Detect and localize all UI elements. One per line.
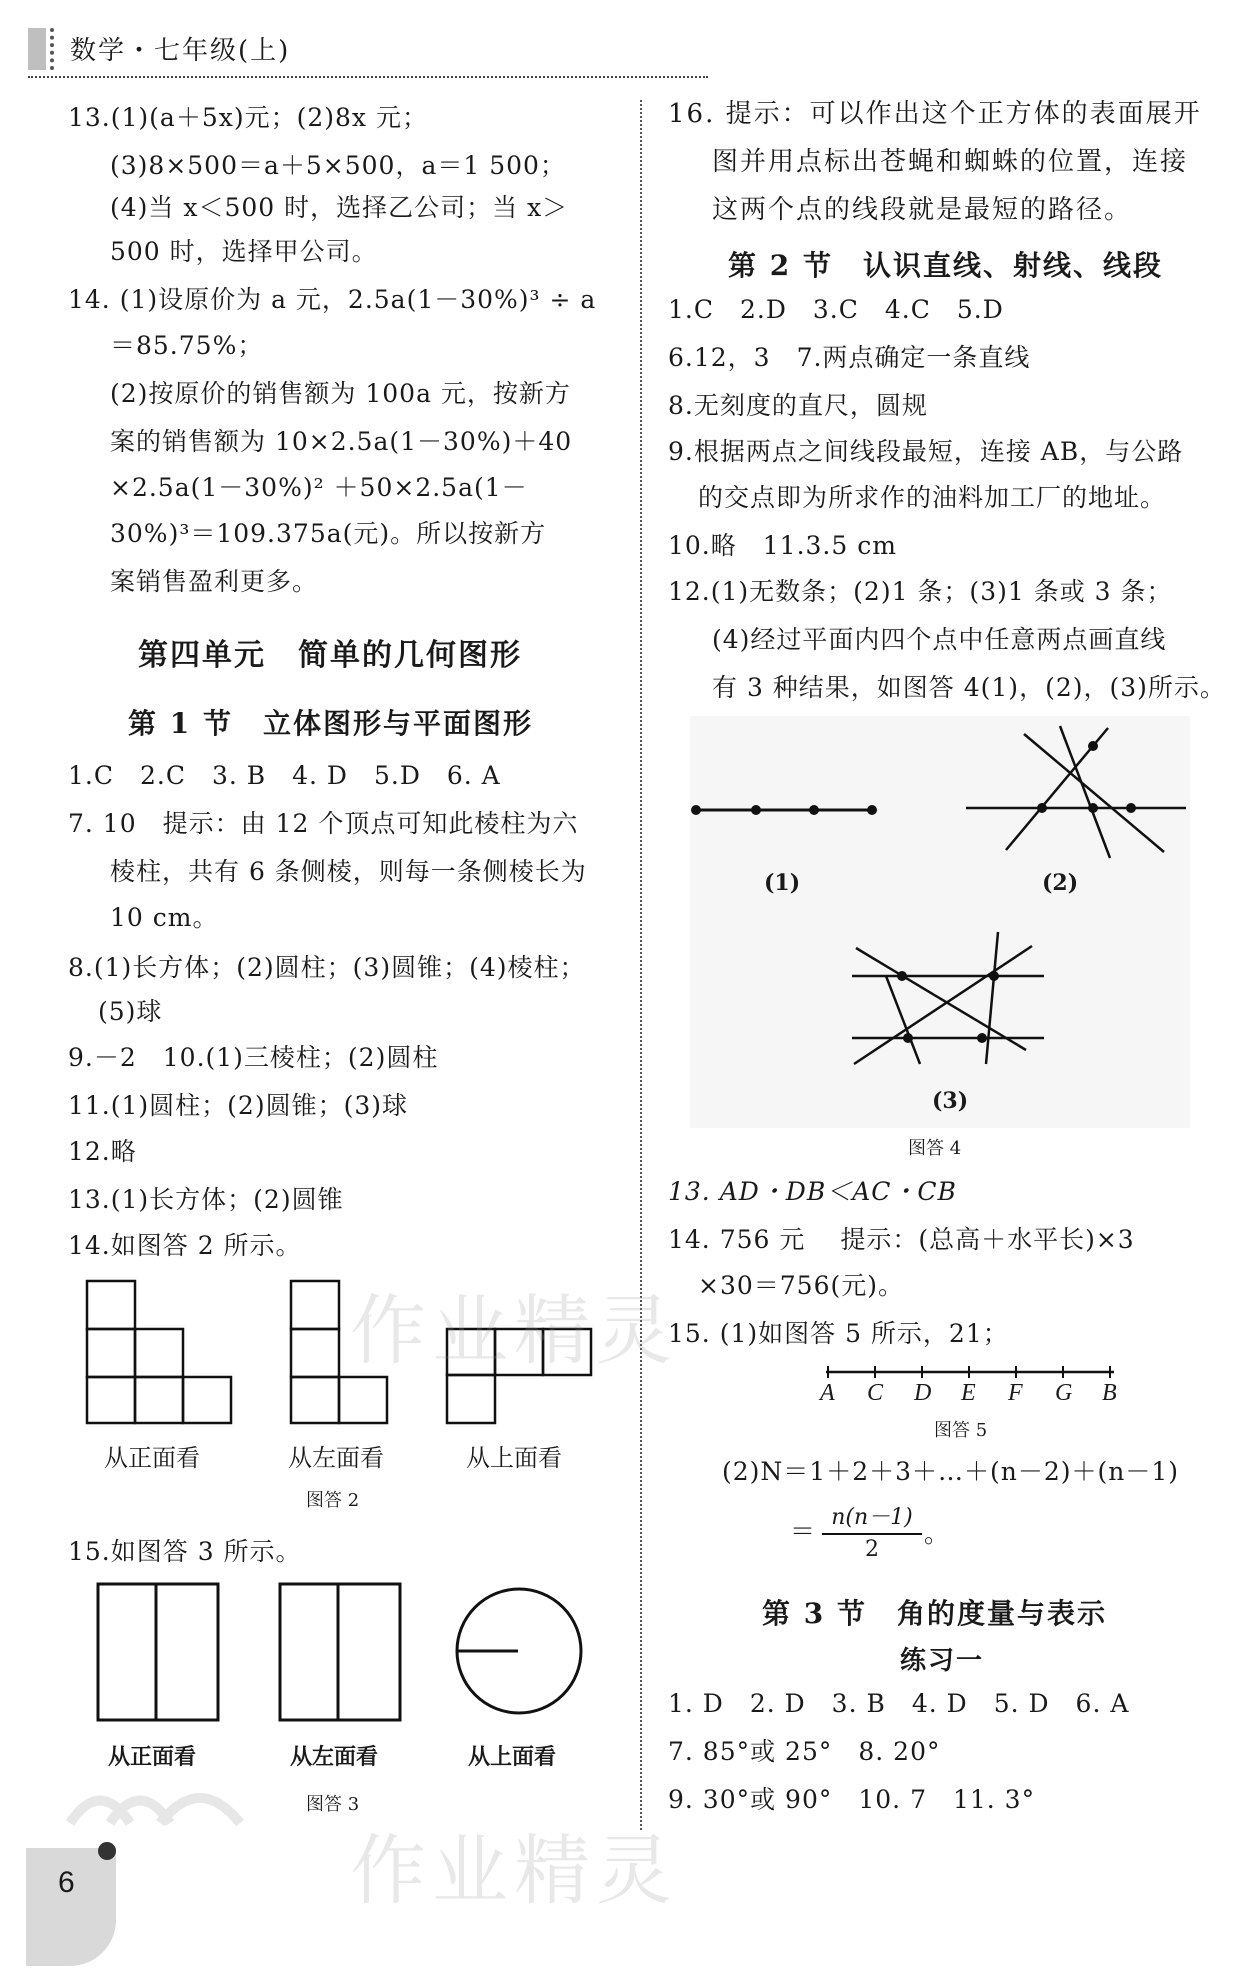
answer-line: 15. (1)如图答 5 所示，21； bbox=[668, 1319, 1009, 1348]
answer-line: 13. AD・DB＜AC・CB bbox=[668, 1177, 957, 1206]
section-1-title: 第 1 节 立体图形与平面图形 bbox=[128, 707, 533, 740]
fig4-1-diagram bbox=[690, 790, 890, 830]
fraction-denominator: 2 bbox=[865, 1537, 879, 1562]
answer-line: (2)N＝1＋2＋3＋…＋(n－2)＋(n－1) bbox=[722, 1457, 1180, 1486]
fig5-caption: 图答 5 bbox=[934, 1420, 988, 1441]
section-2-title: 第 2 节 认识直线、射线、线段 bbox=[728, 249, 1163, 282]
watermark-text-bottom: 作业精灵 bbox=[350, 1826, 678, 1915]
answer-line: 9.根据两点之间线段最短，连接 AB，与公路 bbox=[668, 437, 1184, 466]
answer-line: (2)按原价的销售额为 100a 元，按新方 bbox=[110, 379, 571, 408]
answer-line: 12.(1)无数条；(2)1 条；(3)1 条或 3 条； bbox=[668, 577, 1173, 606]
answer-line: 8.(1)长方体；(2)圆柱；(3)圆锥；(4)棱柱； bbox=[68, 953, 586, 982]
fig4-3-diagram bbox=[848, 926, 1048, 1066]
answer-line: 有 3 种结果，如图答 4(1)，(2)，(3)所示。 bbox=[712, 673, 1226, 702]
answer-line: 14. (1)设原价为 a 元，2.5a(1－30%)³ ÷ a bbox=[68, 285, 597, 314]
fig4-caption: 图答 4 bbox=[908, 1138, 962, 1159]
header-bar bbox=[28, 28, 46, 70]
fig5-point-C: C bbox=[867, 1380, 884, 1406]
answer-line: ×30＝756(元)。 bbox=[698, 1271, 904, 1300]
answer-line: 14.如图答 2 所示。 bbox=[68, 1231, 302, 1260]
fig3-top-view bbox=[454, 1586, 584, 1716]
fraction-numerator: n(n－1) bbox=[822, 1500, 922, 1535]
answer-line: 13.(1)长方体；(2)圆锥 bbox=[68, 1185, 344, 1214]
watermark-text: 作业精灵 bbox=[350, 1286, 678, 1375]
answer-line: (3)8×500＝a＋5×500，a＝1 500； bbox=[110, 151, 566, 180]
fig3-label-front: 从正面看 bbox=[108, 1744, 197, 1770]
fraction bbox=[822, 1500, 922, 1562]
answer-line: 15.如图答 3 所示。 bbox=[68, 1537, 302, 1566]
page-corner-ball bbox=[98, 1842, 116, 1860]
header-rule bbox=[28, 76, 708, 78]
column-divider bbox=[640, 100, 642, 1830]
answer-line: 1. D 2. D 3. B 4. D 5. D 6. A bbox=[668, 1689, 1130, 1718]
answer-line: (5)球 bbox=[98, 997, 163, 1026]
fig3-caption: 图答 3 bbox=[306, 1794, 360, 1815]
answer-line: 13.(1)(a＋5x)元；(2)8x 元； bbox=[68, 103, 428, 132]
fig2-label-top: 从上面看 bbox=[466, 1444, 562, 1472]
fig3-left-view bbox=[278, 1582, 402, 1722]
answer-line: 9.－2 10.(1)三棱柱；(2)圆柱 bbox=[68, 1043, 439, 1072]
section-3-title: 第 3 节 角的度量与表示 bbox=[762, 1597, 1107, 1630]
answer-line: ×2.5a(1－30%)² ＋50×2.5a(1－ bbox=[110, 473, 528, 502]
page-number: 6 bbox=[58, 1866, 75, 1899]
fig2-caption: 图答 2 bbox=[306, 1490, 360, 1511]
fig5-point-B: B bbox=[1102, 1380, 1117, 1406]
practice-title: 练习一 bbox=[900, 1646, 985, 1676]
fig4-label-2: (2) bbox=[1042, 870, 1079, 896]
answer-line: 14. 756 元 提示：(总高＋水平长)×3 bbox=[668, 1225, 1135, 1254]
fraction-eq: ＝ bbox=[790, 1517, 816, 1546]
header-dots bbox=[50, 28, 58, 70]
fig5-point-D: D bbox=[914, 1380, 932, 1406]
answer-line: 10 cm。 bbox=[110, 903, 219, 932]
answer-line: 案的销售额为 10×2.5a(1－30%)＋40 bbox=[110, 427, 573, 456]
answer-line: 的交点即为所求作的油料加工厂的地址。 bbox=[698, 483, 1167, 512]
answer-line: 11.(1)圆柱；(2)圆锥；(3)球 bbox=[68, 1091, 408, 1120]
watermark-logo bbox=[60, 1768, 260, 1828]
unit-title: 第四单元 简单的几何图形 bbox=[138, 638, 522, 673]
answer-line: 图并用点标出苍蝇和蜘蛛的位置，连接 bbox=[712, 147, 1189, 177]
fraction-end: 。 bbox=[924, 1519, 950, 1548]
answer-line: 7. 85°或 25° 8. 20° bbox=[668, 1737, 941, 1766]
fig5-point-A: A bbox=[820, 1380, 835, 1406]
answer-line: 9. 30°或 90° 10. 7 11. 3° bbox=[668, 1785, 1036, 1814]
answer-line: 7. 10 提示：由 12 个顶点可知此棱柱为六 bbox=[68, 809, 579, 838]
fig5-point-E: E bbox=[961, 1380, 976, 1406]
answer-line: ＝85.75%； bbox=[110, 331, 264, 360]
answer-line: 这两个点的线段就是最短的路径。 bbox=[712, 195, 1133, 225]
answer-line: (4)经过平面内四个点中任意两点画直线 bbox=[712, 625, 1167, 654]
fig3-front-view bbox=[96, 1582, 220, 1722]
answer-line: 1.C 2.D 3.C 4.C 5.D bbox=[668, 295, 1004, 324]
fig2-label-left: 从左面看 bbox=[288, 1444, 384, 1472]
answer-line: (4)当 x＜500 时，选择乙公司；当 x＞ bbox=[110, 193, 569, 222]
fig5-point-F: F bbox=[1008, 1380, 1023, 1406]
answer-line: 10.略 11.3.5 cm bbox=[668, 531, 897, 560]
fig5-number-line bbox=[820, 1362, 1120, 1382]
answer-line: 8.无刻度的直尺，圆规 bbox=[668, 391, 928, 420]
answer-line: 12.略 bbox=[68, 1137, 137, 1166]
answer-line: 6.12，3 7.两点确定一条直线 bbox=[668, 343, 1031, 372]
fig2-label-front: 从正面看 bbox=[104, 1444, 200, 1472]
answer-line: 1.C 2.C 3. B 4. D 5.D 6. A bbox=[68, 761, 501, 790]
answer-line: 30%)³＝109.375a(元)。所以按新方 bbox=[110, 519, 547, 548]
fig4-2-diagram bbox=[960, 720, 1190, 860]
answer-line: 16. 提示：可以作出这个正方体的表面展开 bbox=[668, 99, 1202, 129]
answer-line: 500 时，选择甲公司。 bbox=[110, 237, 378, 266]
fig4-label-3: (3) bbox=[932, 1088, 969, 1114]
fig3-label-left: 从左面看 bbox=[290, 1744, 379, 1770]
answer-line: 案销售盈利更多。 bbox=[110, 567, 319, 596]
header-title: 数学・七年级(上) bbox=[70, 36, 291, 66]
fig2-front-view bbox=[86, 1280, 236, 1424]
answer-line: 棱柱，共有 6 条侧棱，则每一条侧棱长为 bbox=[110, 857, 587, 886]
fig3-label-top: 从上面看 bbox=[468, 1744, 557, 1770]
fig4-label-1: (1) bbox=[764, 870, 801, 896]
fig5-point-G: G bbox=[1055, 1380, 1073, 1406]
